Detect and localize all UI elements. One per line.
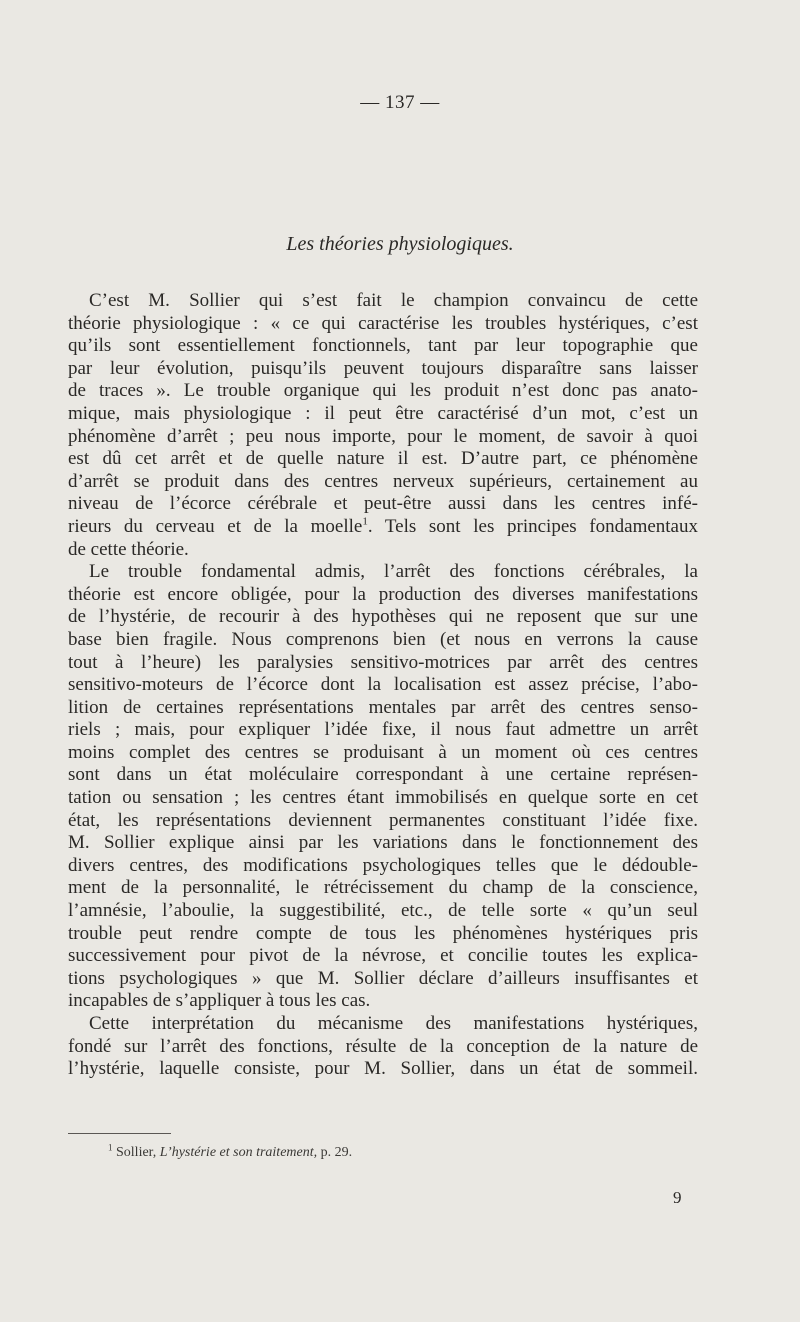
body-text — [68, 290, 698, 1081]
text-line: niveau de l’écorce cérébrale et peut-être aussi dans les centres infé- — [68, 493, 698, 515]
text-line: sensitivo-moteurs de l’écorce dont la localisation est assez précise, l’abo- — [68, 674, 698, 696]
footnote — [108, 1142, 353, 1161]
text-line: incapables de s’appliquer à tous les cas. — [68, 990, 371, 1012]
text-line: successivement pour pivot de la névrose, et concilie toutes les explica- — [68, 945, 698, 967]
page-number: — 137 — — [360, 92, 440, 113]
text-line — [68, 516, 698, 539]
footnote-author: Sollier, — [116, 1145, 157, 1160]
text-line: tout à l’heure) les paralysies sensitivo-motrices par arrêt des centres — [68, 651, 698, 673]
text-line: de cette théorie. — [68, 538, 189, 560]
text-line: l’hystérie, laquelle consiste, pour M. Sollier, dans un état de sommeil. — [68, 1058, 698, 1080]
text-line: Le trouble fondamental admis, l’arrêt des fonctions cérébrales, la — [89, 561, 698, 583]
text-line: sont dans un état moléculaire correspondant à une certaine représen- — [68, 764, 698, 786]
text-line: moins complet des centres se produisant à un moment où ces centres — [68, 741, 698, 763]
text-line: état, les représentations deviennent permanentes constituant l’idée fixe. — [68, 809, 698, 831]
footnote-page: p. 29. — [320, 1145, 353, 1160]
section-title: Les théories physiologiques. — [286, 233, 514, 255]
text-line: d’arrêt se produit dans des centres nerveux supérieurs, certainement au — [68, 470, 698, 492]
text-fragment: rieurs du cerveau et de la moelle — [68, 515, 363, 537]
text-line: lition de certaines représentations mentales par arrêt des centres senso- — [68, 696, 698, 718]
text-line: mique, mais physiologique : il peut être caractérisé d’un mot, c’est un — [68, 402, 698, 424]
text-line: de l’hystérie, de recourir à des hypothèses qui ne reposent que sur une — [68, 606, 698, 628]
text-line: fondé sur l’arrêt des fonctions, résulte de la conception de la nature de — [68, 1035, 698, 1057]
text-line: M. Sollier explique ainsi par les variations dans le fonctionnement des — [68, 832, 698, 854]
text-line: trouble peut rendre compte de tous les phénomènes hystériques pris — [68, 922, 698, 944]
text-line: phénomène d’arrêt ; peu nous importe, pour le moment, de savoir à quoi — [68, 425, 698, 447]
text-line: riels ; mais, pour expliquer l’idée fixe, il nous faut admettre un arrêt — [68, 719, 698, 741]
text-line: C’est M. Sollier qui s’est fait le champion convaincu de cette — [89, 290, 698, 311]
signature-mark: 9 — [673, 1188, 682, 1207]
text-line: l’amnésie, l’aboulie, la suggestibilité, etc., de telle sorte « qu’un seul — [68, 900, 698, 922]
text-line: qu’ils sont essentiellement fonctionnels, tant par leur topographie que — [68, 335, 698, 357]
text-line: tation ou sensation ; les centres étant immobilisés en quelque sorte en cet — [68, 787, 698, 809]
text-line: de traces ». Le trouble organique qui les produit n’est donc pas anato- — [68, 380, 698, 402]
text-line: ment de la personnalité, le rétrécissement du champ de la conscience, — [68, 877, 698, 899]
text-line: est dû cet arrêt et de quelle nature il est. D’autre part, ce phénomène — [68, 448, 698, 470]
footnote-divider — [68, 1133, 171, 1134]
text-line: Cette interprétation du mécanisme des manifestations hystériques, — [89, 1013, 698, 1034]
text-line: base bien fragile. Nous comprenons bien (et nous en verrons la cause — [68, 628, 698, 650]
text-line: tions psychologiques » que M. Sollier déclare d’ailleurs insuffisantes et — [68, 967, 698, 989]
footnote-title: L’hystérie et son traitement, — [159, 1145, 318, 1160]
text-line: divers centres, des modifications psychologiques telles que le dédouble- — [68, 854, 698, 876]
footnote-reference: 1 — [362, 515, 368, 528]
text-line: théorie physiologique : « ce qui caractérise les troubles hystériques, c’est — [68, 312, 698, 334]
footnote-marker: 1 — [108, 1142, 113, 1153]
text-line: théorie est encore obligée, pour la production des diverses manifestations — [68, 583, 698, 605]
text-line: par leur évolution, puisqu’ils peuvent toujours disparaître sans laisser — [68, 357, 698, 379]
text-fragment: . Tels sont les principes fondamentaux — [367, 515, 698, 537]
